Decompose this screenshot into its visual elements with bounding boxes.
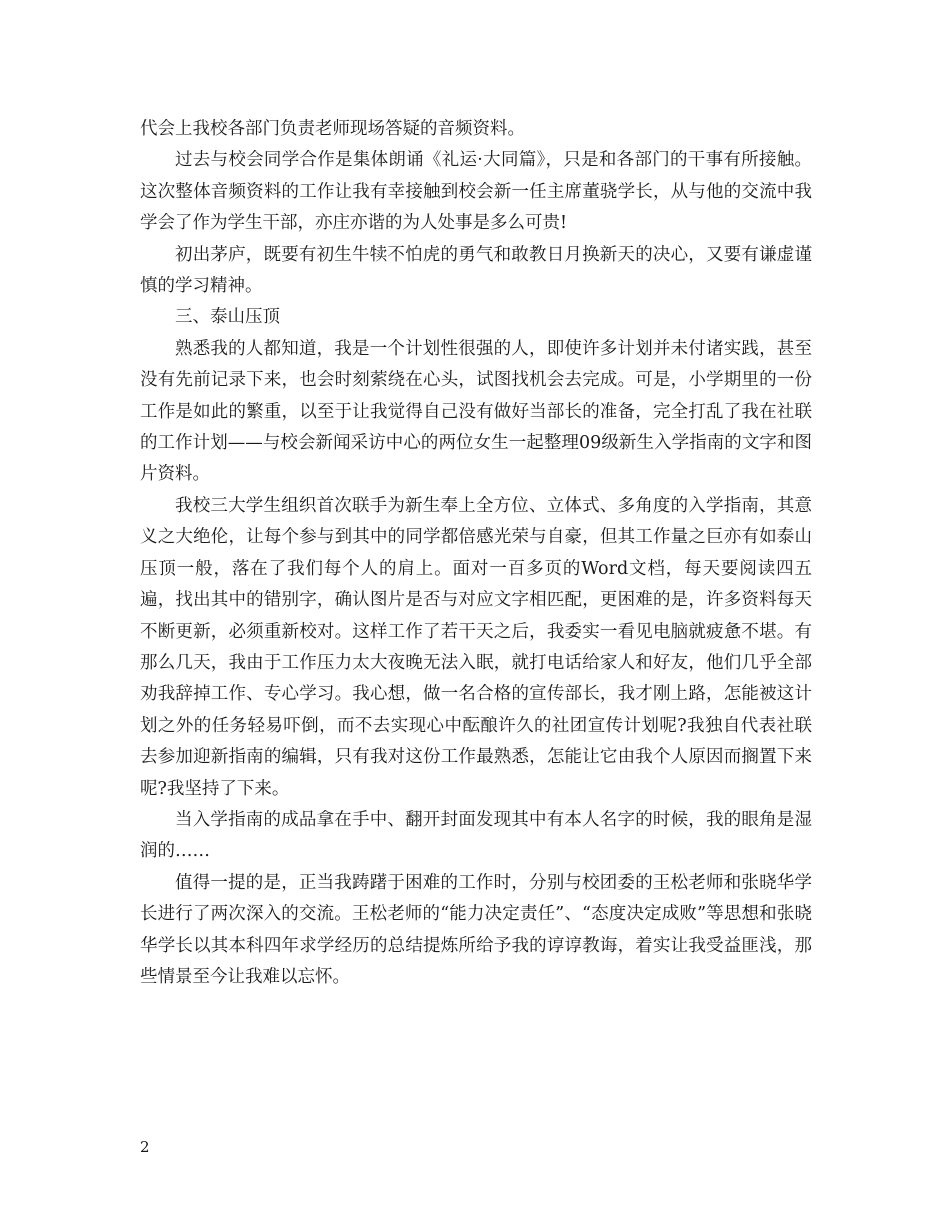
paragraph-1: 代会上我校各部门负责老师现场答疑的音频资料。 — [140, 119, 525, 139]
section-heading: 三、泰山压顶 — [175, 307, 280, 328]
page-number: 2 — [140, 1138, 150, 1156]
document-body — [140, 114, 812, 993]
paragraph-5: 我校三大学生组织首次联手为新生奉上全方位、立体式、多角度的入学指南，其意义之大绝伦，让每个参与到其中的同学都倍感光荣与自豪，但其工作量之巨亦有如泰山压顶一般，落在了我们每个人的肩上。面对一百多页的Word文档，每天要阅读四五遍，找出其中的错别字，确认图片是否与对应文字相匹配，更困难的是，许多资料每天不断更新，必须重新校对。这样工作了若干天之后，我委实一看见电脑就疲惫不堪。有那么几天，我由于工作压力太大夜晚无法入眠，就打电话给家人和好友，他们几乎全部劝我辞掉工作、专心学习。我心想，做一名合格的宣传部长，我才刚上路，怎能被这计划之外的任务轻易吓倒，而不去实现心中酝酿许久的社团宣传计划呢?我独自代表社联去参加迎新指南的编辑，只有我对这份工作最熟悉，怎能让它由我个人原因而搁置下来呢?我坚持了下来。 — [140, 495, 812, 799]
paragraph-3: 初出茅庐，既要有初生牛犊不怕虎的勇气和敢教日月换新天的决心，又要有谦虚谨慎的学习精神。 — [140, 244, 812, 297]
paragraph-6: 当入学指南的成品拿在手中、翻开封面发现其中有本人名字的时候，我的眼角是湿润的…… — [140, 809, 812, 862]
paragraph-4: 熟悉我的人都知道，我是一个计划性很强的人，即使许多计划并未付诸实践，甚至没有先前记录下来，也会时刻萦绕在心头，试图找机会去完成。可是，小学期里的一份工作是如此的繁重，以至于让我觉得自己没有做好当部长的准备，完全打乱了我在社联的工作计划——与校会新闻采访中心的两位女生一起整理09级新生入学指南的文字和图片资料。 — [140, 338, 812, 485]
paragraph-7: 值得一提的是，正当我踌躇于困难的工作时，分别与校团委的王松老师和张晓华学长进行了两次深入的交流。王松老师的“能力决定责任”、“态度决定成败”等思想和张晓华学长以其本科四年求学经历的总结提炼所给予我的谆谆教诲，着实让我受益匪浅，那些情景至今让我难以忘怀。 — [140, 872, 812, 987]
paragraph-2: 过去与校会同学合作是集体朗诵《礼运·大同篇》，只是和各部门的干事有所接触。这次整体音频资料的工作让我有幸接触到校会新一任主席董骁学长，从与他的交流中我学会了作为学生干部，亦庄亦谐的为人处事是多么可贵! — [140, 150, 812, 234]
